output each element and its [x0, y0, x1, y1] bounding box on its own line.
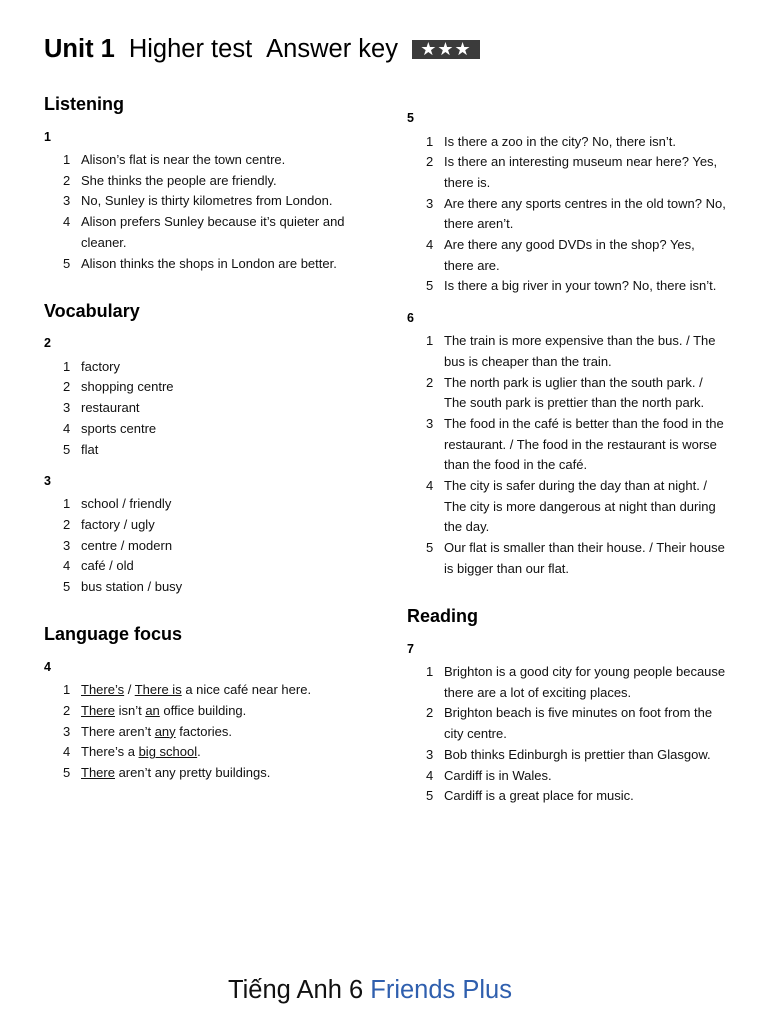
answer-text: Is there a zoo in the city? No, there isn’t. — [444, 133, 676, 149]
answer-item — [44, 212, 364, 253]
answer-number: 2 — [426, 374, 434, 390]
answer-list-q3 — [44, 494, 364, 598]
answer-item — [407, 786, 737, 807]
answer-item — [44, 556, 364, 577]
answer-item — [44, 763, 364, 784]
answer-item — [44, 742, 364, 763]
answer-text-line: The south park is prettier than the north park. — [444, 395, 705, 411]
answer-item — [407, 414, 737, 476]
question-number-5: 5 — [407, 111, 414, 125]
answer-text-line: The city is safer during the day than at night. / — [444, 478, 708, 494]
answer-text-line: Brighton is a good city for young people because — [444, 664, 726, 680]
answer-text: Alison thinks the shops in London are better. — [81, 255, 337, 271]
answer-text: centre / modern — [81, 537, 173, 553]
answer-list-q5 — [407, 132, 737, 298]
answer-item — [407, 766, 737, 787]
test-name: Higher test — [128, 35, 253, 63]
answer-text-line: Brighton beach is five minutes on foot from the — [444, 705, 713, 721]
answer-number: 4 — [63, 744, 71, 760]
answer-item — [407, 276, 737, 297]
answer-text-segment: office building. — [159, 702, 247, 718]
answer-text-line: Are there any good DVDs in the shop? Yes, — [444, 237, 695, 253]
answer-number: 4 — [63, 558, 71, 574]
answer-text — [81, 212, 364, 253]
answer-item — [44, 577, 364, 598]
answer-number: 5 — [63, 765, 71, 781]
answer-text — [81, 763, 364, 784]
answer-number: 3 — [426, 746, 434, 762]
footer-brand-name: Friends Plus — [370, 976, 512, 1004]
answer-number: 3 — [63, 723, 71, 739]
answer-item — [44, 419, 364, 440]
answer-item — [407, 235, 737, 276]
section-heading-language-focus: Language focus — [44, 624, 183, 645]
answer-item — [407, 194, 737, 235]
answer-item — [44, 680, 364, 701]
answer-text-segment: a nice café near here. — [181, 682, 312, 698]
answer-text-segment: aren’t any pretty buildings. — [114, 765, 271, 781]
answer-item — [407, 476, 737, 538]
answer-text — [444, 194, 737, 235]
answer-text-segment: There — [81, 702, 115, 718]
answer-text-line: The train is more expensive than the bus. / The — [444, 333, 716, 349]
answer-text: She thinks the people are friendly. — [81, 172, 277, 188]
answer-text — [444, 235, 737, 276]
answer-number: 5 — [63, 441, 71, 457]
answer-text: café / old — [81, 558, 134, 574]
document-type: Answer key — [266, 35, 398, 63]
answer-text-line: the day. — [444, 519, 490, 535]
answer-number: 3 — [63, 193, 71, 209]
answer-text: school / friendly — [81, 496, 172, 512]
answer-text: factory / ugly — [81, 516, 155, 532]
answer-number: 4 — [426, 478, 434, 494]
answer-text — [81, 701, 364, 722]
footer-series-name: Tiếng Anh 6 — [228, 976, 364, 1004]
answer-number: 1 — [426, 664, 434, 680]
answer-text-line: Is there an interesting museum near here? Yes, — [444, 154, 718, 170]
level-stars-badge: ★★★ — [412, 40, 480, 59]
answer-text — [444, 414, 737, 476]
answer-number: 2 — [63, 172, 71, 188]
answer-item — [407, 132, 737, 153]
answer-text-segment: . — [197, 744, 201, 760]
answer-text-segment: There is — [134, 682, 182, 698]
answer-text — [81, 722, 364, 743]
answer-text-line: than the food in the café. — [444, 457, 588, 473]
answer-item — [44, 398, 364, 419]
answer-number: 2 — [63, 702, 71, 718]
answer-item — [407, 703, 737, 744]
answer-number: 1 — [426, 333, 434, 349]
answer-text — [444, 373, 737, 414]
answer-list-q2 — [44, 357, 364, 461]
answer-text-line: there is. — [444, 174, 491, 190]
left-column — [44, 93, 364, 784]
answer-number: 3 — [63, 537, 71, 553]
answer-text-segment: an — [145, 702, 160, 718]
answer-text-line: restaurant. / The food in the restaurant is worse — [444, 436, 717, 452]
question-number-3: 3 — [44, 473, 51, 488]
answer-text-segment: There — [81, 765, 115, 781]
answer-text-segment: There’s a — [81, 744, 139, 760]
document-title — [44, 34, 480, 64]
answer-number: 2 — [426, 154, 434, 170]
answer-text-line: The food in the café is better than the food in the — [444, 415, 724, 431]
answer-text-segment: There’s — [81, 682, 125, 698]
answer-item — [407, 373, 737, 414]
answer-text-line: there are a lot of exciting places. — [444, 684, 632, 700]
right-column — [407, 108, 737, 807]
answer-list-q6 — [407, 331, 737, 579]
answer-item — [407, 152, 737, 193]
answer-item — [407, 331, 737, 372]
answer-item — [44, 191, 364, 212]
answer-text — [81, 742, 364, 763]
answer-number: 2 — [63, 516, 71, 532]
answer-number: 1 — [63, 682, 71, 698]
answer-item — [44, 722, 364, 743]
answer-text: No, Sunley is thirty kilometres from London. — [81, 193, 333, 209]
section-heading-listening: Listening — [44, 94, 124, 114]
answer-number: 4 — [63, 214, 71, 230]
answer-item — [407, 662, 737, 703]
answer-number: 1 — [63, 152, 71, 167]
answer-number: 2 — [63, 379, 71, 395]
answer-number: 4 — [426, 237, 434, 253]
footer-series-title — [228, 975, 512, 1005]
answer-item — [44, 515, 364, 536]
answer-number: 5 — [426, 788, 434, 804]
answer-text: Bob thinks Edinburgh is prettier than Glasgow. — [444, 746, 711, 762]
question-number-2: 2 — [44, 336, 51, 351]
answer-text: Cardiff is in Wales. — [444, 767, 552, 783]
answer-list-q4 — [44, 680, 364, 784]
answer-text: shopping centre — [81, 379, 174, 395]
answer-text — [444, 152, 737, 193]
answer-list-q1 — [44, 150, 364, 274]
answer-text — [444, 662, 737, 703]
question-number-4: 4 — [44, 659, 51, 674]
answer-text: Cardiff is a great place for music. — [444, 788, 634, 804]
question-number-6: 6 — [407, 310, 414, 325]
answer-text-line: cleaner. — [81, 234, 127, 250]
answer-number: 1 — [63, 358, 71, 374]
unit-label: Unit 1 — [44, 35, 115, 63]
answer-text-line: there aren’t. — [444, 216, 514, 232]
answer-text-segment: factories. — [175, 723, 233, 739]
answer-number: 5 — [63, 579, 71, 595]
answer-text-line: The city is more dangerous at night than during — [444, 498, 716, 514]
answer-text-line: Are there any sports centres in the old town? No, — [444, 195, 726, 211]
answer-number: 3 — [426, 415, 434, 431]
answer-text — [444, 331, 737, 372]
answer-text: Alison’s flat is near the town centre. — [81, 152, 286, 167]
answer-text-line: there are. — [444, 257, 500, 273]
section-heading-reading: Reading — [407, 606, 479, 627]
answer-number: 2 — [426, 705, 434, 721]
answer-item — [44, 494, 364, 515]
answer-item — [44, 357, 364, 378]
answer-text-line: bus is cheaper than the train. — [444, 353, 612, 369]
answer-item — [44, 171, 364, 192]
answer-list-q7 — [407, 662, 737, 807]
answer-number: 5 — [63, 255, 71, 271]
answer-item — [407, 538, 737, 579]
answer-text — [444, 703, 737, 744]
answer-text-segment: big school — [138, 744, 198, 760]
answer-text: sports centre — [81, 420, 157, 436]
answer-item — [44, 440, 364, 461]
question-number-7: 7 — [407, 641, 414, 656]
answer-number: 5 — [426, 540, 434, 556]
answer-text-segment: There aren’t — [81, 723, 155, 739]
answer-text-line: city centre. — [444, 726, 507, 742]
answer-text: factory — [81, 358, 121, 374]
answer-text — [444, 538, 737, 579]
answer-text-line: Our flat is smaller than their house. / Their house — [444, 540, 725, 556]
answer-number: 1 — [426, 133, 434, 149]
answer-number: 3 — [63, 400, 71, 416]
answer-number: 4 — [426, 767, 434, 783]
answer-text: bus station / busy — [81, 579, 183, 595]
answer-text-line: Alison prefers Sunley because it’s quieter and — [81, 214, 345, 230]
answer-text-segment: any — [154, 723, 176, 739]
answer-item — [407, 745, 737, 766]
answer-text-segment: isn’t — [114, 702, 146, 718]
answer-item — [44, 377, 364, 398]
answer-text — [81, 680, 364, 701]
answer-item — [44, 150, 364, 171]
answer-item — [44, 701, 364, 722]
answer-text-segment: / — [124, 682, 135, 698]
answer-text: Is there a big river in your town? No, there isn’t. — [444, 278, 717, 294]
answer-number: 5 — [426, 278, 434, 294]
answer-text: flat — [81, 441, 99, 457]
answer-number: 3 — [426, 195, 434, 211]
answer-text: restaurant — [81, 400, 140, 416]
section-heading-vocabulary: Vocabulary — [44, 300, 140, 321]
question-number-1: 1 — [44, 129, 51, 144]
answer-number: 1 — [63, 496, 71, 512]
answer-text-line: The north park is uglier than the south park. / — [444, 374, 703, 390]
answer-item — [44, 536, 364, 557]
answer-text — [444, 476, 737, 538]
answer-text-line: is bigger than our flat. — [444, 560, 570, 576]
answer-number: 4 — [63, 420, 71, 436]
answer-item — [44, 254, 364, 275]
